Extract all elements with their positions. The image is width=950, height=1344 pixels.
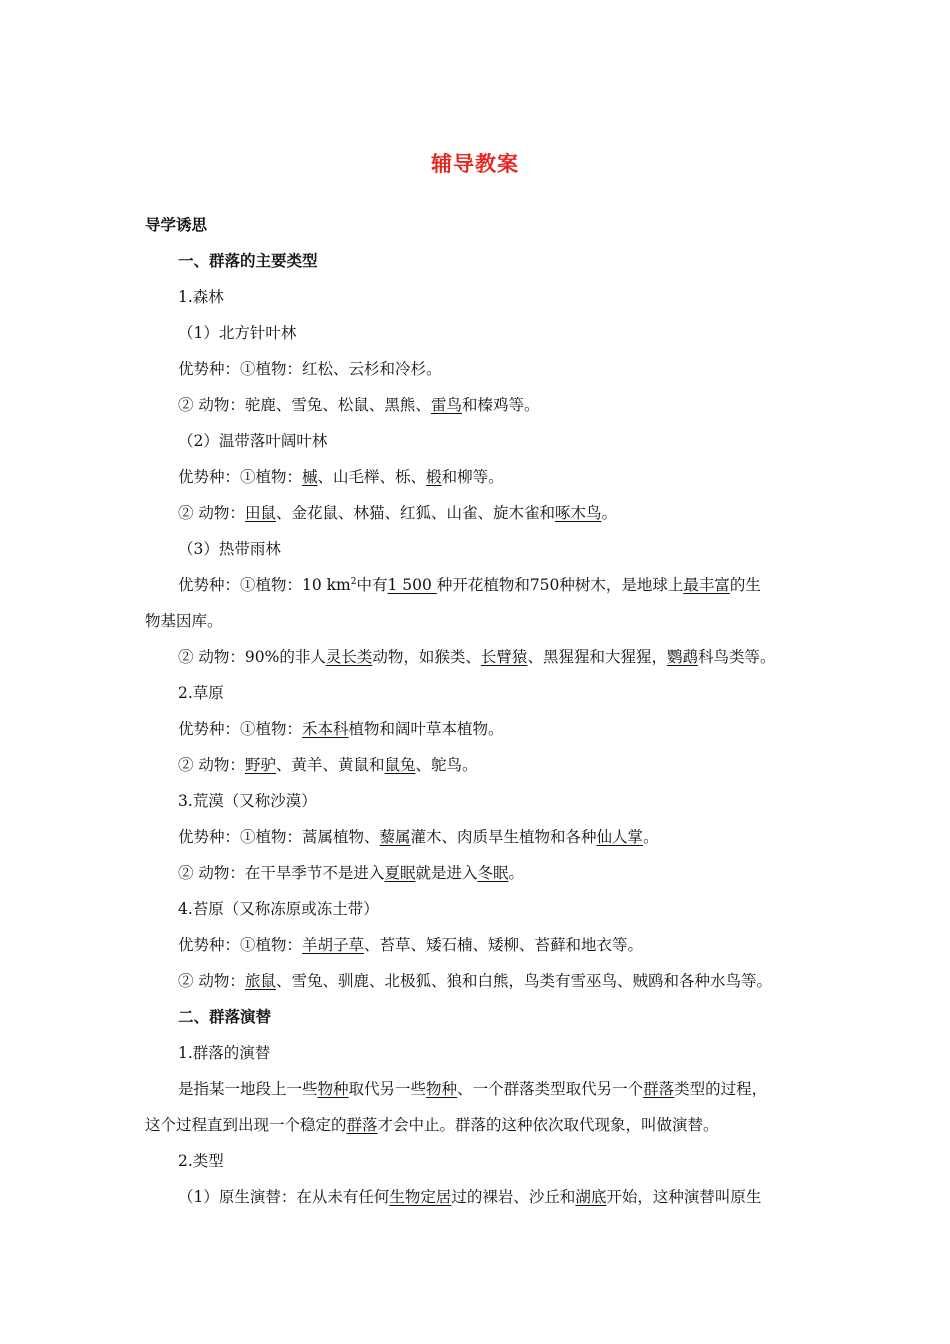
boreal-animals	[178, 394, 539, 416]
boreal-forest-heading: （1）北方针叶林	[178, 324, 297, 342]
text-span: 、苔草、矮石楠、矮柳、苔藓和地衣等。	[364, 936, 644, 954]
desert-heading: 3.荒漠（又称沙漠）	[178, 792, 317, 810]
heading-community-types: 一、群落的主要类型	[178, 252, 318, 270]
forest-heading: 1.森林	[178, 288, 224, 306]
succession-definition	[178, 1078, 767, 1100]
text-span: 才会中止。群落的这种依次取代现象，叫做演替。	[377, 1116, 719, 1134]
section-heading: 导学诱思	[145, 216, 208, 234]
underlined-term: 禾本科	[302, 720, 349, 738]
text-span: 取代另一些	[348, 1080, 427, 1098]
underlined-term: 生物定居	[389, 1188, 452, 1206]
tropical-forest-heading: （3）热带雨林	[178, 540, 281, 558]
underlined-term: 最丰富	[683, 576, 730, 594]
underlined-term: 群落	[643, 1080, 675, 1098]
tundra-heading: 4.苔原（又称冻原或冻土带）	[178, 900, 379, 918]
text-span: ② 动物：	[178, 504, 245, 522]
underlined-term: 啄木鸟	[554, 504, 602, 522]
text-span: 就是进入	[415, 864, 478, 882]
underlined-term: 槭	[302, 468, 318, 486]
grassland-plants	[178, 718, 504, 740]
text-span: ② 动物：	[178, 756, 245, 774]
text-span: 的生	[729, 576, 761, 594]
tropical-animals	[178, 646, 775, 668]
underlined-term: 椴	[426, 468, 442, 486]
text-span: 中有	[356, 576, 388, 594]
text-span: ② 动物：	[178, 972, 245, 990]
text-span: 。	[508, 864, 524, 882]
grassland-heading: 2.草原	[178, 684, 224, 702]
superscript: 2	[350, 576, 357, 587]
boreal-plants	[178, 358, 442, 380]
underlined-term: 鹦鹉	[666, 648, 698, 666]
primary-succession	[178, 1186, 761, 1208]
text-span: 、黑猩猩和大猩猩，	[527, 648, 667, 666]
underlined-term: 鼠兔	[384, 756, 416, 774]
text-span: 优势种：①植物：	[178, 720, 303, 738]
text-span: 、雪兔、驯鹿、北极狐、狼和白熊，鸟类有雪巫鸟、贼鸥和各种水鸟等。	[275, 972, 772, 990]
succession-definition-cont	[145, 1114, 719, 1136]
temperate-animals	[178, 502, 617, 524]
tropical-plants-cont: 物基因库。	[145, 612, 223, 630]
temperate-plants	[178, 466, 504, 488]
heading-succession: 二、群落演替	[178, 1008, 272, 1026]
desert-plants	[178, 826, 659, 848]
underlined-term: 1 500	[387, 576, 437, 594]
page-title: 辅导教案	[431, 152, 519, 176]
text-span: ② 动物：驼鹿、雪兔、松鼠、黑熊、	[178, 396, 431, 414]
underlined-term: 冬眠	[477, 864, 509, 882]
underlined-term: 群落	[346, 1116, 378, 1134]
text-span: 开始，这种演替叫原生	[606, 1188, 762, 1206]
text-span: 种开花植物和750种树木，是地球上	[436, 576, 684, 594]
text-span: 。	[601, 504, 617, 522]
text-span: 优势种：①植物：	[178, 468, 303, 486]
underlined-term: 长臂猿	[480, 648, 528, 666]
tundra-animals	[178, 970, 772, 992]
succession-heading: 1.群落的演替	[178, 1044, 271, 1062]
tundra-plants	[178, 934, 643, 956]
underlined-term: 物种	[426, 1080, 458, 1098]
underlined-term: 仙人掌	[596, 828, 644, 846]
underlined-term: 野驴	[244, 756, 276, 774]
text-span: 优势种：①植物：红松、云杉和冷杉。	[178, 360, 442, 378]
underlined-term: 藜属	[379, 828, 411, 846]
text-span: 是指某一地段上一些	[178, 1080, 318, 1098]
text-span: 动物，如猴类、	[372, 648, 481, 666]
text-span: 、一个群落类型取代另一个	[457, 1080, 644, 1098]
underlined-term: 雷鸟	[430, 396, 462, 414]
text-span: 。	[643, 828, 659, 846]
text-span: 、山毛榉、栎、	[317, 468, 427, 486]
underlined-term: 灵长类	[325, 648, 373, 666]
desert-animals	[178, 862, 524, 884]
underlined-term: 物种	[317, 1080, 349, 1098]
text-span: 优势种：①植物：蒿属植物、	[178, 828, 380, 846]
text-span: 和柳等。	[441, 468, 504, 486]
text-span: 植物和阔叶草本植物。	[348, 720, 504, 738]
text-span: 、黄羊、黄鼠和	[275, 756, 385, 774]
underlined-term: 夏眠	[384, 864, 416, 882]
text-span: 类型的过程，	[674, 1080, 768, 1098]
text-span: ② 动物：90%的非人	[178, 648, 326, 666]
text-span: 优势种：①植物：10 km	[178, 576, 351, 594]
text-span: 和榛鸡等。	[461, 396, 540, 414]
text-span: 灌木、肉质旱生植物和各种	[410, 828, 597, 846]
underlined-term: 旅鼠	[244, 972, 276, 990]
text-span: 优势种：①植物：	[178, 936, 303, 954]
text-span: ② 动物：在干旱季节不是进入	[178, 864, 385, 882]
temperate-forest-heading: （2）温带落叶阔叶林	[178, 432, 328, 450]
text-span: 、鸵鸟。	[415, 756, 478, 774]
text-span: 这个过程直到出现一个稳定的	[145, 1116, 347, 1134]
underlined-term: 田鼠	[244, 504, 276, 522]
underlined-term: 湖底	[575, 1188, 607, 1206]
underlined-term: 羊胡子草	[302, 936, 365, 954]
grassland-animals	[178, 754, 478, 776]
tropical-plants	[178, 574, 761, 596]
text-span: （1）原生演替：在从未有任何	[178, 1188, 390, 1206]
types-heading: 2.类型	[178, 1152, 224, 1170]
text-span: 过的裸岩、沙丘和	[451, 1188, 576, 1206]
text-span: 科鸟类等。	[697, 648, 776, 666]
text-span: 、金花鼠、林猫、红狐、山雀、旋木雀和	[275, 504, 555, 522]
